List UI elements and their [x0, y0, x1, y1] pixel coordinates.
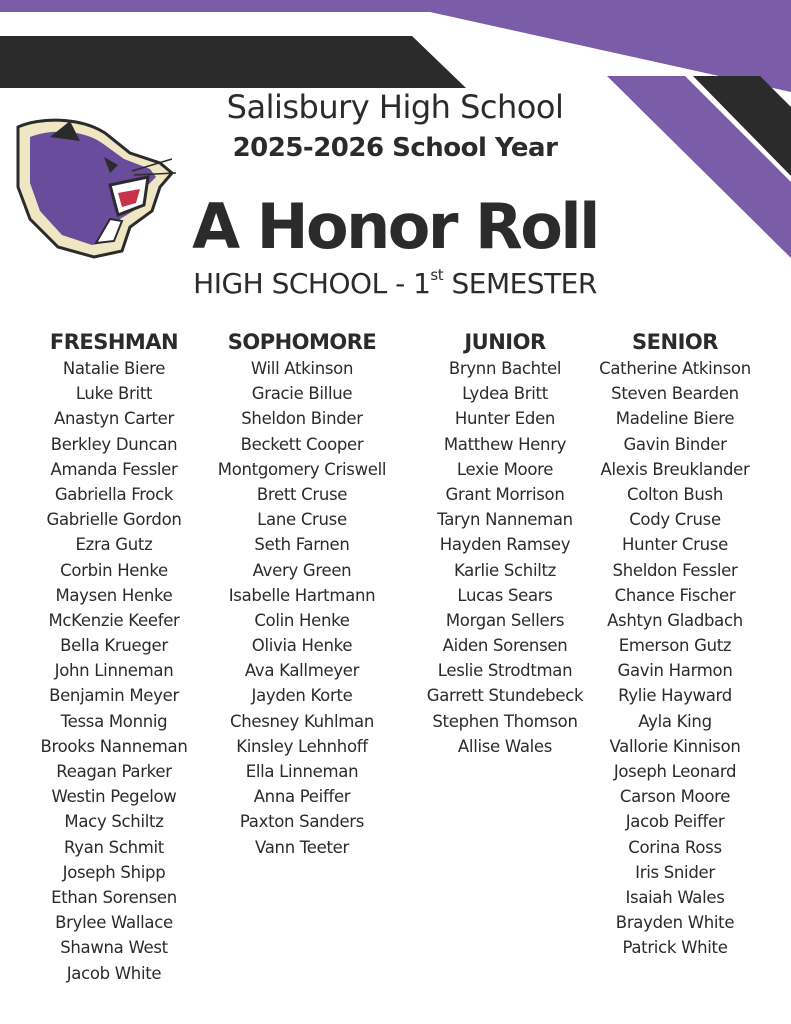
honor-roll-name: Ayla King	[638, 711, 712, 731]
honor-roll-name: Maysen Henke	[55, 585, 173, 605]
honor-roll-name: Chance Fischer	[614, 585, 736, 605]
honor-roll-name: Gavin Binder	[623, 434, 727, 454]
honor-roll-name: Ryan Schmit	[64, 837, 164, 857]
honor-roll-name: Alexis Breuklander	[600, 459, 750, 479]
honor-roll-name: Catherine Atkinson	[599, 359, 751, 378]
honor-roll-name: Sheldon Fessler	[612, 560, 738, 580]
honor-roll-name: Westin Pegelow	[51, 787, 177, 807]
honor-roll-name: Allise Wales	[457, 736, 553, 756]
honor-roll-name: Vann Teeter	[255, 837, 349, 857]
top-dark-band	[0, 36, 466, 88]
honor-roll-name: Aiden Sorensen	[442, 636, 568, 656]
sophomore-list	[202, 356, 402, 860]
honor-roll-name: Colin Henke	[254, 610, 350, 630]
honor-roll-name: Stephen Thomson	[432, 711, 578, 731]
senior-column	[575, 329, 775, 961]
honor-roll-name: Bella Krueger	[60, 636, 168, 656]
honor-roll-name: Berkley Duncan	[50, 434, 178, 454]
freshman-list	[14, 356, 214, 986]
honor-roll-name: Seth Farnen	[254, 535, 350, 555]
honor-roll-name: Avery Green	[252, 560, 352, 580]
honor-roll-name: Jayden Korte	[251, 686, 353, 706]
honor-roll-name: Brooks Nanneman	[40, 736, 188, 756]
honor-roll-name: Ava Kallmeyer	[244, 661, 360, 681]
honor-roll-name: Emerson Gutz	[618, 636, 732, 656]
honor-roll-name: Rylie Hayward	[618, 686, 732, 706]
honor-roll-name: Amanda Fessler	[50, 459, 178, 479]
honor-roll-name: Isabelle Hartmann	[228, 585, 376, 605]
honor-roll-name: Tessa Monnig	[60, 711, 168, 731]
honor-roll-name: Brett Cruse	[256, 484, 348, 504]
honor-roll-name: Ezra Gutz	[75, 535, 153, 555]
senior-heading: SENIOR	[632, 330, 718, 354]
honor-roll-name: Joseph Leonard	[613, 762, 737, 781]
honor-roll-name: Hunter Cruse	[622, 535, 728, 555]
honor-roll-name: Corbin Henke	[60, 560, 168, 580]
honor-roll-name: Hayden Ramsey	[439, 535, 571, 555]
page-subtitle	[190, 266, 600, 300]
school-year: 2025-2026 School Year	[232, 133, 558, 163]
honor-roll-name: McKenzie Keefer	[48, 610, 180, 630]
honor-roll-name: Corina Ross	[628, 837, 722, 857]
subtitle-ordinal: st	[430, 266, 444, 284]
honor-roll-name: Lexie Moore	[456, 459, 554, 479]
honor-roll-name: Paxton Sanders	[239, 812, 365, 832]
honor-roll-name: Olivia Henke	[251, 636, 353, 656]
school-name: Salisbury High School	[226, 88, 564, 126]
panther-mascot-icon	[10, 115, 180, 265]
honor-roll-name: Gracie Billue	[251, 384, 353, 404]
subtitle-end: SEMESTER	[443, 267, 597, 300]
honor-roll-name: Jacob Peiffer	[625, 812, 725, 832]
honor-roll-name: Madeline Biere	[615, 409, 735, 429]
sophomore-heading: SOPHOMORE	[227, 330, 377, 354]
freshman-column	[14, 329, 214, 986]
honor-roll-name: Macy Schiltz	[64, 812, 164, 832]
honor-roll-name: Carson Moore	[619, 787, 731, 807]
honor-roll-name: Will Atkinson	[250, 359, 354, 378]
honor-roll-name: Sheldon Binder	[241, 409, 363, 429]
honor-roll-name: Ella Linneman	[245, 762, 359, 781]
honor-roll-name: Iris Snider	[635, 862, 715, 882]
honor-roll-name: Ethan Sorensen	[51, 887, 177, 907]
honor-roll-name: Gabriella Frock	[54, 484, 174, 504]
honor-roll-name: Cody Cruse	[629, 510, 721, 530]
honor-roll-name: Jacob White	[66, 963, 162, 983]
honor-roll-name: Shawna West	[60, 938, 168, 958]
honor-roll-name: Anna Peiffer	[253, 787, 351, 807]
honor-roll-name: Matthew Henry	[443, 434, 567, 454]
honor-roll-name: John Linneman	[54, 661, 174, 681]
honor-roll-name: Colton Bush	[627, 484, 723, 504]
page-title: A Honor Roll	[192, 190, 598, 263]
honor-roll-name: Brayden White	[615, 913, 735, 933]
honor-roll-name: Anastyn Carter	[53, 409, 174, 429]
honor-roll-name: Brynn Bachtel	[448, 359, 562, 378]
honor-roll-name: Lane Cruse	[257, 510, 347, 530]
honor-roll-name: Morgan Sellers	[445, 610, 565, 630]
freshman-heading: FRESHMAN	[49, 330, 179, 354]
honor-roll-name: Patrick White	[622, 938, 728, 958]
honor-roll-name: Karlie Schiltz	[453, 560, 557, 580]
honor-roll-name: Gavin Harmon	[617, 661, 733, 681]
honor-roll-name: Chesney Kuhlman	[230, 711, 374, 731]
honor-roll-name: Taryn Nanneman	[437, 510, 573, 530]
honor-roll-name: Joseph Shipp	[62, 862, 166, 882]
honor-roll-name: Hunter Eden	[454, 409, 556, 429]
honor-roll-name: Brylee Wallace	[55, 913, 173, 933]
honor-roll-name: Reagan Parker	[56, 762, 172, 781]
subtitle-main: HIGH SCHOOL - 1	[193, 267, 431, 300]
junior-heading: JUNIOR	[464, 330, 546, 354]
honor-roll-name: Grant Morrison	[445, 484, 565, 504]
honor-roll-name: Ashtyn Gladbach	[607, 610, 743, 630]
honor-roll-name: Luke Britt	[75, 384, 153, 404]
honor-roll-name: Isaiah Wales	[625, 887, 725, 907]
honor-roll-name: Lucas Sears	[457, 585, 553, 605]
honor-roll-name: Gabrielle Gordon	[46, 510, 182, 530]
honor-roll-name: Steven Bearden	[611, 384, 739, 404]
honor-roll-name: Montgomery Criswell	[217, 459, 387, 479]
sophomore-column	[202, 329, 402, 860]
senior-list	[575, 356, 775, 961]
honor-roll-name: Lydea Britt	[462, 384, 548, 404]
honor-roll-name: Vallorie Kinnison	[609, 736, 741, 756]
honor-roll-name: Leslie Strodtman	[437, 661, 573, 681]
honor-roll-name: Beckett Cooper	[240, 434, 364, 454]
honor-roll-name: Kinsley Lehnhoff	[236, 736, 368, 756]
honor-roll-name: Garrett Stundebeck	[426, 686, 584, 706]
honor-roll-name: Natalie Biere	[62, 359, 166, 378]
honor-roll-name: Benjamin Meyer	[49, 686, 179, 706]
